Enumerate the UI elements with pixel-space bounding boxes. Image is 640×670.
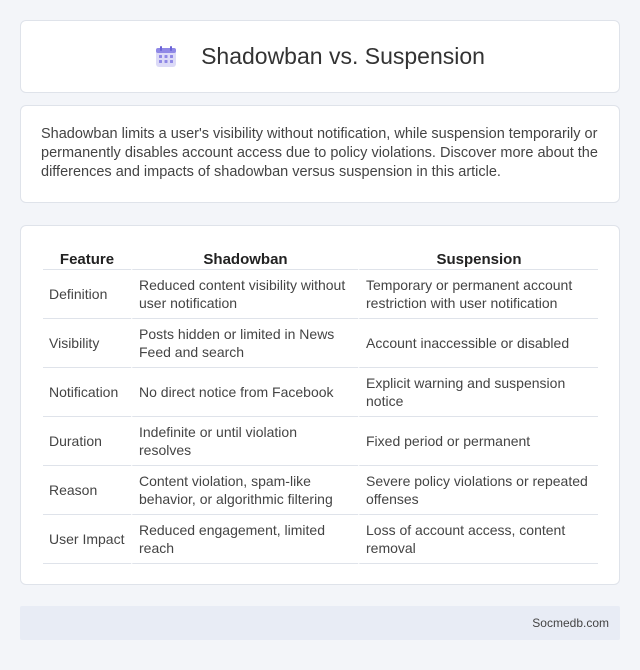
- shadowban-cell: Posts hidden or limited in News Feed and search: [131, 319, 358, 368]
- table-row: [43, 417, 598, 466]
- shadowban-cell: Reduced content visibility without user notification: [131, 270, 358, 319]
- header-suspension: Suspension: [358, 246, 598, 270]
- header-feature: Feature: [43, 246, 131, 270]
- feature-cell: Duration: [43, 417, 131, 466]
- header-card: [20, 20, 620, 93]
- intro-text: Shadowban limits a user's visibility without notification, while suspension temporarily or permanently disables account access due to policy violations. Discover more about the differences and impacts of shadowban versus suspension in this article.: [41, 126, 598, 180]
- suspension-cell: Account inaccessible or disabled: [358, 319, 598, 368]
- table-row: [43, 515, 598, 564]
- shadowban-cell: No direct notice from Facebook: [131, 368, 358, 417]
- table-row: [43, 319, 598, 368]
- suspension-cell: Explicit warning and suspension notice: [358, 368, 598, 417]
- header-shadowban: Shadowban: [131, 246, 358, 270]
- table-row: [43, 270, 598, 319]
- shadowban-cell: Content violation, spam-like behavior, or algorithmic filtering: [131, 466, 358, 515]
- table-row: [43, 368, 598, 417]
- footer-site-link[interactable]: Socmedb.com: [532, 616, 609, 630]
- comparison-table-card: [20, 225, 620, 585]
- page-title: Shadowban vs. Suspension: [201, 43, 485, 69]
- table-row: [43, 466, 598, 515]
- footer-bar: [20, 606, 620, 640]
- table-header-row: [43, 246, 598, 270]
- shadowban-cell: Reduced engagement, limited reach: [131, 515, 358, 564]
- suspension-cell: Temporary or permanent account restriction with user notification: [358, 270, 598, 319]
- shadowban-cell: Indefinite or until violation resolves: [131, 417, 358, 466]
- feature-cell: Definition: [43, 270, 131, 319]
- comparison-table: [43, 246, 598, 564]
- feature-cell: User Impact: [43, 515, 131, 564]
- intro-card: [20, 105, 620, 203]
- feature-cell: Notification: [43, 368, 131, 417]
- feature-cell: Visibility: [43, 319, 131, 368]
- suspension-cell: Severe policy violations or repeated offenses: [358, 466, 598, 515]
- suspension-cell: Fixed period or permanent: [358, 417, 598, 466]
- feature-cell: Reason: [43, 466, 131, 515]
- suspension-cell: Loss of account access, content removal: [358, 515, 598, 564]
- calendar-icon: [155, 46, 177, 68]
